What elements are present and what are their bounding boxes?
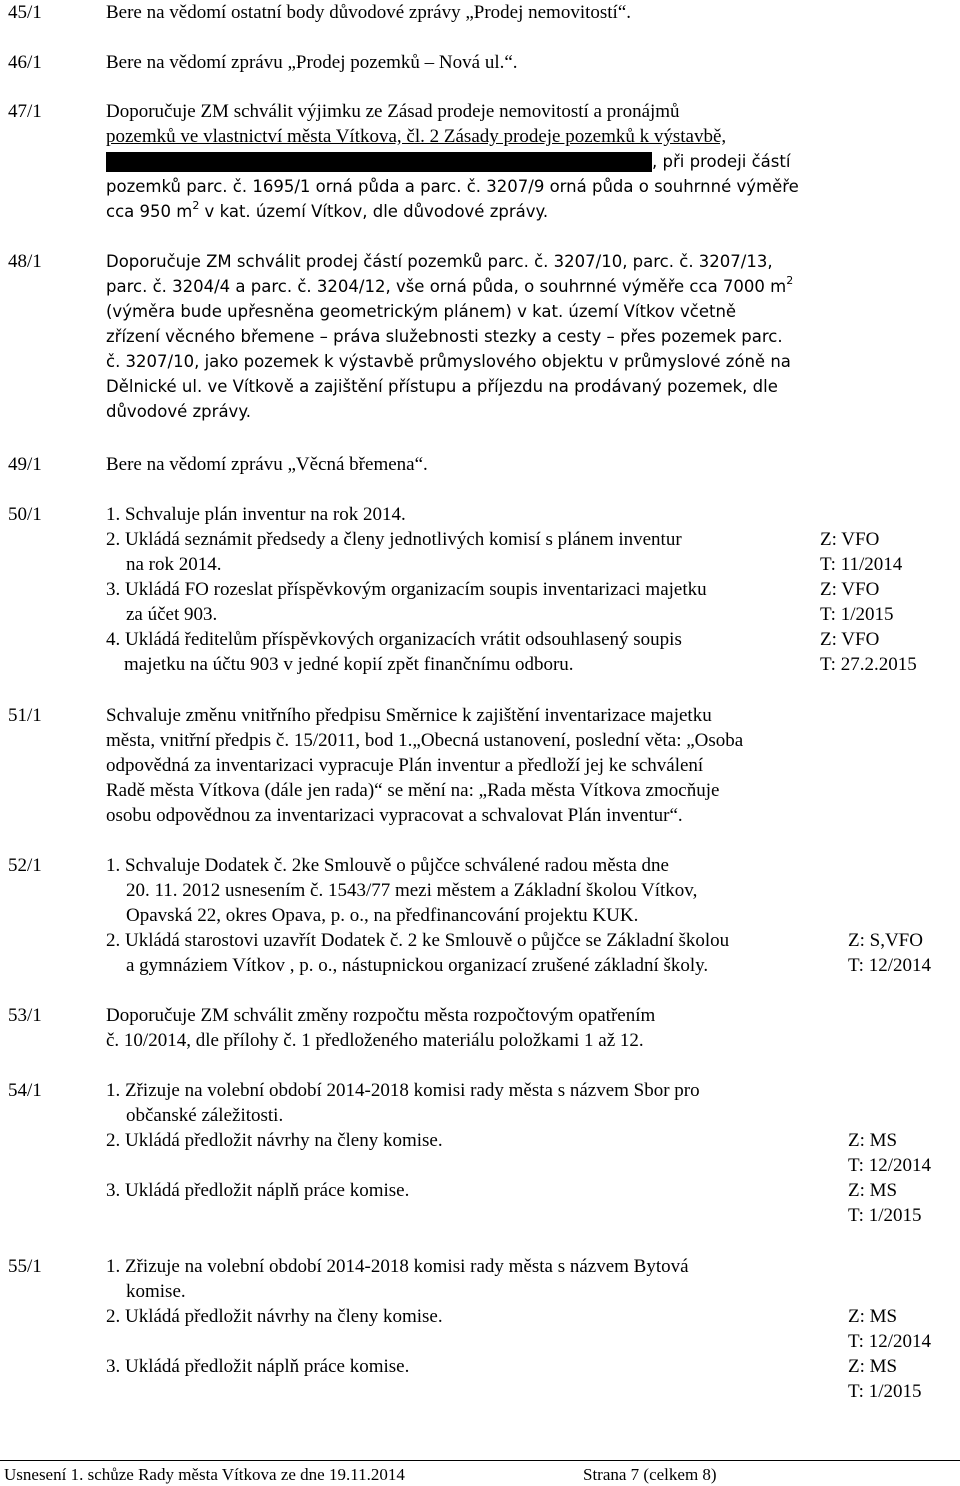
resolution-text: pozemků ve vlastnictví města Vítkova, čl. 2 Zásady prodeje pozemků k výstavbě, <box>106 126 727 147</box>
resolution-text: 20. 11. 2012 usnesením č. 1543/77 mezi městem a Základní školou Vítkov, <box>126 880 698 901</box>
resolution-text: 2. Ukládá seznámit předsedy a členy jednotlivých komisí s plánem inventur <box>106 529 682 550</box>
resolution-text: Doporučuje ZM schválit výjimku ze Zásad prodeje nemovitostí a pronájmů <box>106 101 680 122</box>
resolution-text: 2. Ukládá předložit návrhy na členy komise. <box>106 1306 443 1327</box>
footer-title: Usnesení 1. schůze Rady města Vítkova ze dne 19.11.2014 <box>4 1465 405 1484</box>
deadline: T: 11/2014 <box>820 554 903 575</box>
resolution-number: 45/1 <box>8 2 42 23</box>
resolution-text: 3. Ukládá předložit náplň práce komise. <box>106 1356 410 1377</box>
resolution-text: pozemků parc. č. 1695/1 orná půda a parc. č. 3207/9 orná půda o souhrnné výměře <box>106 177 799 196</box>
deadline: T: 1/2015 <box>848 1381 922 1402</box>
resolution-text: Radě města Vítkova (dále jen rada)“ se mění na: „Rada města Vítkova zmocňuje <box>106 780 720 801</box>
resolution-text: majetku na účtu 903 v jedné kopií zpět finančnímu odboru. <box>124 654 574 675</box>
resolution-text: odpovědná za inventarizaci vypracuje Plán inventur a předloží jej ke schválení <box>106 755 704 776</box>
responsible-person: Z: MS <box>848 1306 898 1327</box>
resolution-text: Schvaluje změnu vnitřního předpisu Směrnice k zajištění inventarizace majetku <box>106 705 712 726</box>
redaction-bar <box>106 152 652 172</box>
resolution-text: na rok 2014. <box>126 554 222 575</box>
resolution-text: Dělnické ul. ve Vítkově a zajištění přístupu a příjezdu na prodávaný pozemek, dle <box>106 377 778 396</box>
resolution-text: cca 950 $m^2$ v kat. území Vítkov, dle důvodové zprávy. <box>106 199 549 221</box>
responsible-person: Z: VFO <box>820 579 880 600</box>
resolution-text: č. 3207/10, jako pozemek k výstavbě průmyslového objektu v průmyslové zóně na <box>106 352 791 371</box>
footer-page-number: Strana 7 (celkem 8) <box>583 1465 717 1484</box>
resolution-number: 46/1 <box>8 52 42 73</box>
resolution-text: 2. Ukládá starostovi uzavřít Dodatek č. 2 ke Smlouvě o půjčce se Základní školou <box>106 930 730 951</box>
resolution-text: (výměra bude upřesněna geometrickým plánem) v kat. území Vítkov včetně <box>106 302 737 321</box>
resolution-text: města, vnitřní předpis č. 15/2011, bod 1.„Obecná ustanovení, poslední věta: „Osoba <box>106 730 744 751</box>
responsible-person: Z: MS <box>848 1130 898 1151</box>
resolution-text: 1. Schvaluje Dodatek č. 2ke Smlouvě o půjčce schválené radou města dne <box>106 855 669 876</box>
resolution-text: 1. Zřizuje na volební období 2014-2018 komisi rady města s názvem Sbor pro <box>106 1080 700 1101</box>
responsible-person: Z: MS <box>848 1180 898 1201</box>
resolution-number: 51/1 <box>8 705 42 726</box>
deadline: T: 1/2015 <box>820 604 894 625</box>
resolution-number: 50/1 <box>8 504 42 525</box>
deadline: T: 12/2014 <box>848 955 931 976</box>
resolution-text: důvodové zprávy. <box>106 402 251 421</box>
resolution-text: za účet 903. <box>126 604 218 625</box>
resolution-text: Doporučuje ZM schválit prodej částí pozemků parc. č. 3207/10, parc. č. 3207/13, <box>106 252 773 271</box>
responsible-person: Z: VFO <box>820 529 880 550</box>
resolution-text: 1. Schvaluje plán inventur na rok 2014. <box>106 504 406 525</box>
deadline: T: 27.2.2015 <box>820 654 917 675</box>
resolution-text: 3. Ukládá předložit náplň práce komise. <box>106 1180 410 1201</box>
resolution-text: komise. <box>126 1281 186 1302</box>
resolution-number: 55/1 <box>8 1256 42 1277</box>
responsible-person: Z: S,VFO <box>848 930 923 951</box>
resolution-text: Bere na vědomí zprávu „Věcná břemena“. <box>106 454 428 475</box>
resolution-number: 47/1 <box>8 101 42 122</box>
resolution-number: 48/1 <box>8 251 42 272</box>
deadline: T: 12/2014 <box>848 1331 931 1352</box>
resolution-text: a gymnáziem Vítkov , p. o., nástupnickou organizací zrušené základní školy. <box>126 955 709 976</box>
resolution-text: 1. Zřizuje na volební období 2014-2018 komisi rady města s názvem Bytová <box>106 1256 689 1277</box>
resolution-number: 52/1 <box>8 855 42 876</box>
resolution-number: 53/1 <box>8 1005 42 1026</box>
resolution-text: Doporučuje ZM schválit změny rozpočtu města rozpočtovým opatřením <box>106 1005 656 1026</box>
resolution-number: 49/1 <box>8 454 42 475</box>
resolution-text: 3. Ukládá FO rozeslat příspěvkovým organizacím soupis inventarizaci majetku <box>106 579 707 600</box>
resolution-text: 2. Ukládá předložit návrhy na členy komise. <box>106 1130 443 1151</box>
resolution-text: Bere na vědomí ostatní body důvodové zprávy „Prodej nemovitostí“. <box>106 2 632 23</box>
responsible-person: Z: MS <box>848 1356 898 1377</box>
resolution-text: , při prodeji částí <box>652 152 791 171</box>
resolution-text: osobu odpovědnou za inventarizaci vypracovat a schvalovat Plán inventur“. <box>106 805 683 826</box>
resolution-text: občanské záležitosti. <box>126 1105 284 1126</box>
responsible-person: Z: VFO <box>820 629 880 650</box>
resolution-text: Bere na vědomí zprávu „Prodej pozemků – Nová ul.“. <box>106 52 518 73</box>
resolution-text: č. 10/2014, dle přílohy č. 1 předloženého materiálu položkami 1 až 12. <box>106 1030 644 1051</box>
footer-rule <box>0 1460 960 1461</box>
resolution-text: 4. Ukládá ředitelům příspěvkových organizacích vrátit odsouhlasený soupis <box>106 629 682 650</box>
resolution-text: parc. č. 3204/4 a parc. č. 3204/12, vše orná půda, o souhrnné výměře cca 7000 $m^2$ <box>106 274 794 296</box>
deadline: T: 1/2015 <box>848 1205 922 1226</box>
resolution-text: zřízení věcného břemene – práva služebnosti stezky a cesty – přes pozemek parc. <box>106 327 783 346</box>
resolution-text: Opavská 22, okres Opava, p. o., na předfinancování projektu KUK. <box>126 905 639 926</box>
deadline: T: 12/2014 <box>848 1155 931 1176</box>
resolution-number: 54/1 <box>8 1080 42 1101</box>
